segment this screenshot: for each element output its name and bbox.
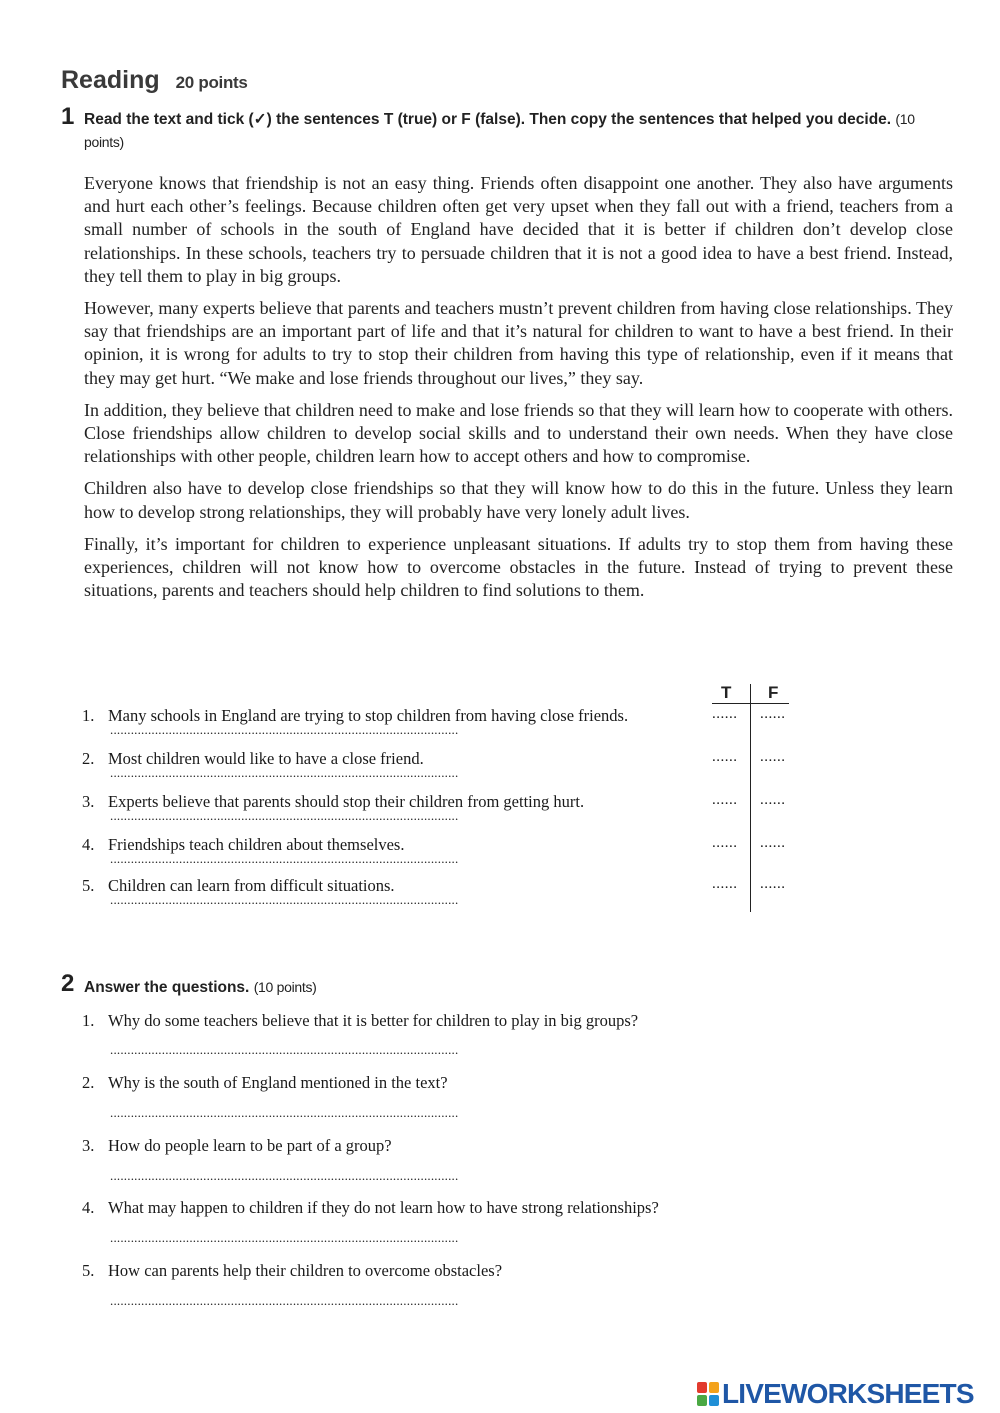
answer-line[interactable]: ..................................................................................................... [110,1230,459,1245]
passage-paragraph: However, many experts believe that parents and teachers mustn’t prevent children from having close relationships. They say that friendships are an important part of life and that it’s natural for children to want to have a best friend. In their opinion, it is wrong for adults to try to stop their children from having this type of relationship, even if it means that they may get hurt. “We make and lose friends throughout our lives,” they say. [84,298,953,388]
passage-paragraph: Finally, it’s important for children to experience unpleasant situations. If adults try to stop them from having these experiences, children will not know how to overcome obstacles in the future. Instead of trying to prevent these situations, parents and teachers should help children to find solutions to them. [84,533,953,601]
statement-text: Experts believe that parents should stop their children from getting hurt. [108,792,585,811]
exercise-1-instruction-text: Read the text and tick (✓) the sentences T (true) or F (false). Then copy the sentences that helped you decide. [84,111,892,128]
question-item [82,1198,842,1258]
column-false-header: F [768,683,779,702]
logo-square-red [697,1382,707,1393]
evidence-answer-line[interactable]: ..................................................................................................... [110,851,459,866]
statement-row [82,876,802,918]
exercise-2-instruction [84,976,934,999]
question-number: 4. [82,1198,95,1217]
exercise-1-instruction [84,108,934,154]
evidence-answer-line[interactable]: ..................................................................................................... [110,722,459,737]
question-text: How can parents help their children to overcome obstacles? [108,1261,503,1280]
false-answer-blank[interactable]: ...... [760,835,786,851]
reading-passage [84,172,953,611]
section-heading: Reading [61,66,160,94]
false-answer-blank[interactable]: ...... [760,792,786,808]
statement-text: Children can learn from difficult situations. [108,876,395,895]
statement-text: Most children would like to have a close friend. [108,749,424,768]
question-number: 3. [82,1136,95,1155]
passage-paragraph: Everyone knows that friendship is not an easy thing. Friends often disappoint one another. They also have arguments and hurt each other’s feelings. Because children often get very upset when they fall out with a friend, teachers from a small number of schools in the south of England have decided that it is better if children don’t develop close relationships. In these schools, teachers try to persuade children that it is not a good idea to have a best friend. Instead, they tell them to play in big groups. [84,173,953,286]
false-answer-blank[interactable]: ...... [760,876,786,892]
question-item [82,1073,842,1133]
answer-line[interactable]: ..................................................................................................... [110,1293,459,1308]
section-title [61,59,248,96]
logo-square-orange [709,1382,719,1393]
liveworksheets-mark-icon [697,1382,719,1406]
question-item [82,1136,842,1196]
true-answer-blank[interactable]: ...... [712,876,738,892]
question-text: Why do some teachers believe that it is better for children to play in big groups? [108,1011,639,1030]
true-answer-blank[interactable]: ...... [712,749,738,765]
true-answer-blank[interactable]: ...... [712,706,738,722]
statement-row [82,706,802,748]
evidence-answer-line[interactable]: ..................................................................................................... [110,808,459,823]
statement-row [82,792,802,834]
question-text: How do people learn to be part of a group? [108,1136,392,1155]
question-item [82,1011,842,1071]
statement-text: Friendships teach children about themselves. [108,835,405,854]
evidence-answer-line[interactable]: ..................................................................................................... [110,892,459,907]
logo-wordmark: LIVEWORKSHEETS [722,1378,974,1409]
question-number: 1. [82,1011,95,1030]
exercise-1-points: (10 points) [84,111,915,150]
true-answer-blank[interactable]: ...... [712,835,738,851]
statement-number: 4. [82,835,95,854]
exercise-2-number: 2 [61,970,75,997]
question-text: What may happen to children if they do not learn how to have strong relationships? [108,1198,659,1217]
statement-number: 5. [82,876,95,895]
logo-square-green [697,1395,707,1406]
logo-square-blue [709,1395,719,1406]
statement-number: 1. [82,706,95,725]
false-answer-blank[interactable]: ...... [760,749,786,765]
passage-paragraph: Children also have to develop close friendships so that they will know how to do this in the future. Unless they learn how to develop strong relationships, they will probably have very lonely adult lives. [84,478,953,522]
liveworksheets-logo [697,1379,974,1409]
question-item [82,1261,842,1321]
passage-paragraph: In addition, they believe that children need to make and lose friends so that they will learn how to cooperate with others. Close friendships allow children to develop social skills and to understand their own needs. When they have close relationships with other people, children learn how to accept others and how to compromise. [84,399,953,467]
section-points: 20 points [175,73,248,92]
question-text: Why is the south of England mentioned in the text? [108,1073,448,1092]
evidence-answer-line[interactable]: ..................................................................................................... [110,765,459,780]
exercise-1-number: 1 [61,103,75,130]
statement-number: 3. [82,792,95,811]
column-true-header: T [721,683,732,702]
false-answer-blank[interactable]: ...... [760,706,786,722]
statement-row [82,749,802,791]
answer-line[interactable]: ..................................................................................................... [110,1105,459,1120]
exercise-2-points: (10 points) [253,979,317,995]
answer-line[interactable]: ..................................................................................................... [110,1168,459,1183]
statement-row [82,835,802,877]
true-answer-blank[interactable]: ...... [712,792,738,808]
question-number: 5. [82,1261,95,1280]
statement-text: Many schools in England are trying to stop children from having close friends. [108,706,629,725]
answer-line[interactable]: ..................................................................................................... [110,1042,459,1057]
question-number: 2. [82,1073,95,1092]
statement-number: 2. [82,749,95,768]
exercise-2-instruction-text: Answer the questions. [84,979,250,996]
